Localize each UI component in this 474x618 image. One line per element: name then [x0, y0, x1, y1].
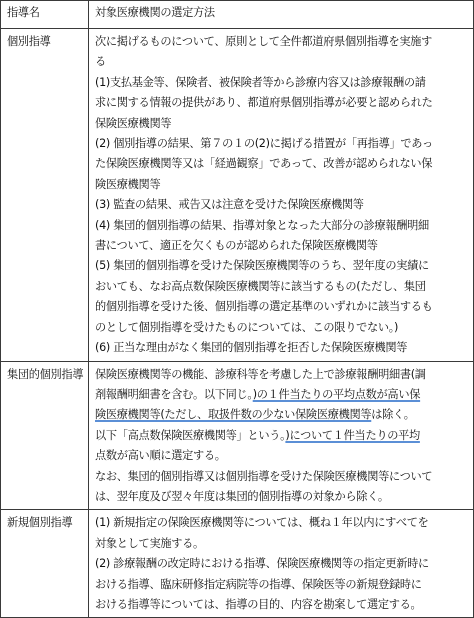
method-line: 保険医療機関等 [95, 116, 172, 130]
method-text: 以下「高点数保険医療機関等」という。 [95, 428, 286, 442]
method-line: (6) 正当な理由がなく集団的個別指導を拒否した保険医療機関等 [95, 341, 408, 355]
method-line: た保険医療機関等又は「経過観察」であって、改善が認められない保 [95, 157, 433, 171]
method-text: は除く。 [371, 408, 415, 422]
method-line: なお、集団的個別指導又は個別指導を受けた保険医療機関等について [95, 469, 433, 483]
method-kobetsu [89, 29, 474, 362]
method-line: 保険医療機関等の機能、診療科等を考慮した上で診療報酬明細書(調 [95, 367, 426, 381]
guidance-name-kobetsu: 個別指導 [1, 29, 89, 362]
method-line: おいても、なお高点数保険医療機関等に該当するもの(ただし、集団 [95, 279, 426, 293]
method-line: 険医療機関等 [95, 177, 161, 191]
method-line [95, 385, 469, 405]
table-header-row [1, 1, 474, 29]
table-row-shudan [1, 361, 474, 510]
method-line: 対象として実施する。 [95, 536, 204, 550]
method-line: 点数が高い順に選定する。 [95, 449, 226, 463]
method-line: (3) 監査の結果、戒告又は注意を受けた保険医療機関等 [95, 198, 364, 212]
method-line: (1)支払基金等、保険者、被保険者等から診療内容又は診療報酬の請 [95, 75, 426, 89]
header-selection-method: 対象医療機関の選定方法 [89, 1, 474, 29]
table-row-kobetsu [1, 29, 474, 362]
method-line: (2) 個別指導の結果、第７の１の(2)に掲げる措置が「再指導」であっ [95, 137, 433, 151]
underlined-text: )の１件当たりの平均点数が高い保 [252, 387, 421, 401]
method-line: (5) 集団的個別指導を受けた保険医療機関等のうち、翌年度の実績に [95, 259, 429, 273]
guidance-name-shinki: 新規個別指導 [1, 510, 89, 618]
method-line [95, 426, 469, 446]
method-line: 次に掲げるものについて、原則として全件都道府県個別指導を実施す [95, 35, 433, 48]
method-line: (2) 診療報酬の改定時における指導、保険医療機関等の指定更新時に [95, 557, 429, 571]
method-line: 求に関する情報の提供があり、都道府県個別指導が必要と認められた [95, 96, 433, 110]
method-shudan [89, 361, 474, 510]
method-line: は、翌年度及び翌々年度は集団的個別指導の対象から除く。 [95, 489, 389, 503]
method-text: 剤報酬明細書を含む。以下同じ。 [95, 387, 253, 401]
method-line [95, 405, 469, 425]
underlined-text: 険医療機関等(ただし、取扱件数の少ない保険医療機関等 [95, 408, 372, 422]
method-line: 的個別指導を受けた後、個別指導の選定基準のいずれかに該当するも [95, 300, 433, 314]
table-row-shinki [1, 510, 474, 618]
method-line: (1) 新規指定の保険医療機関等については、概ね１年以内にすべてを [95, 516, 429, 530]
method-line: 書について、適正を欠くものが認められた保険医療機関等 [95, 239, 378, 253]
method-line: おける指導、臨床研修指定病院等の指導、保険医等の新規登録時に [95, 577, 422, 591]
method-shinki [89, 510, 474, 618]
header-guidance-name: 指導名 [1, 1, 89, 29]
method-line: おける指導等については、指導の目的、内容を勘案して選定する。 [95, 597, 422, 611]
underlined-text: )について１件当たりの平均 [285, 428, 420, 442]
method-line: のとして個別指導を受けたものについては、この限りでない。) [95, 320, 399, 334]
method-line: る [95, 55, 106, 69]
method-line: (4) 集団的個別指導の結果、指導対象となった大部分の診療報酬明細 [95, 218, 429, 232]
guidance-name-shudan: 集団的個別指導 [1, 361, 89, 510]
